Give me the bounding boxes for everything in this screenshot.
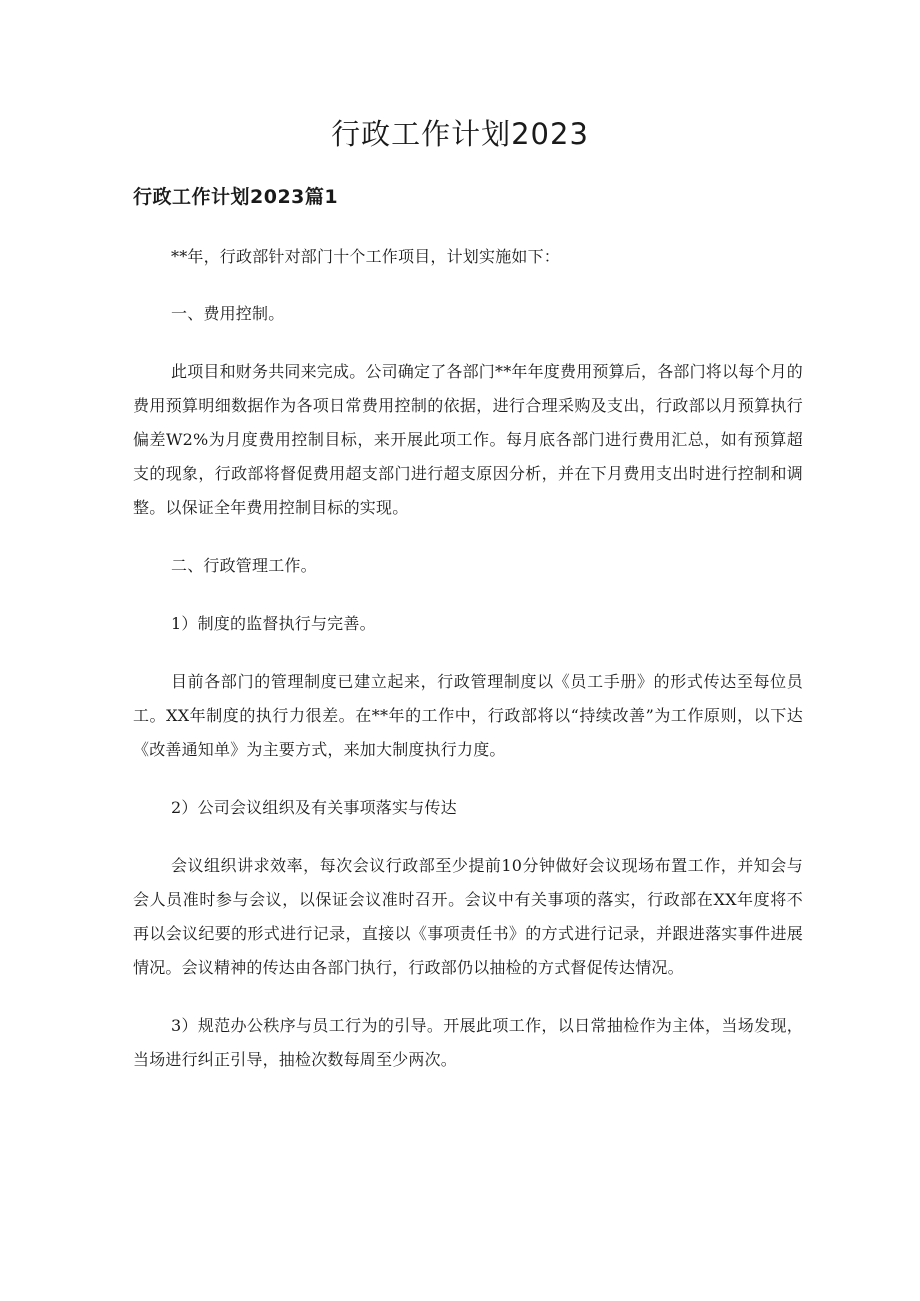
section-heading: 行政工作计划2023篇1 — [133, 186, 339, 208]
paragraph-system-supervision: 目前各部门的管理制度已建立起来，行政管理制度以《员工手册》的形式传达至每位员工。XX年制度的执行力很差。在**年的工作中，行政部将以“持续改善”为工作原则，以下达《改善通知单》为主要方式，来加大制度执行力度。 — [133, 672, 803, 759]
paragraph-heading-admin-management: 二、行政管理工作。 — [171, 556, 317, 575]
paragraph-cost-control: 此项目和财务共同来完成。公司确定了各部门**年年度费用预算后，各部门将以每个月的费用预算明细数据作为各项日常费用控制的依据，进行合理采购及支出，行政部以月预算执行偏差W2%为月度费用控制目标，来开展此项工作。每月底各部门进行费用汇总，如有预算超支的现象，行政部将督促费用超支部门进行超支原因分析，并在下月费用支出时进行控制和调整。以保证全年费用控制目标的实现。 — [133, 362, 804, 517]
paragraph-intro: **年，行政部针对部门十个工作项目，计划实施如下： — [171, 247, 561, 266]
document-body — [133, 240, 803, 1101]
paragraph-heading-system-supervision: 1）制度的监督执行与完善。 — [171, 614, 376, 633]
paragraph-heading-meetings: 2）公司会议组织及有关事项落实与传达 — [171, 798, 457, 817]
paragraph-office-order: 3）规范办公秩序与员工行为的引导。开展此项工作，以日常抽检作为主体，当场发现，当场进行纠正引导，抽检次数每周至少两次。 — [133, 1016, 803, 1069]
paragraph-meetings: 会议组织讲求效率，每次会议行政部至少提前10分钟做好会议现场布置工作，并知会与会人员准时参与会议，以保证会议准时召开。会议中有关事项的落实，行政部在XX年度将不再以会议纪要的形式进行记录，直接以《事项责任书》的方式进行记录，并跟进落实事件进展情况。会议精神的传达由各部门执行，行政部仍以抽检的方式督促传达情况。 — [133, 856, 803, 977]
paragraph-heading-cost-control: 一、费用控制。 — [171, 304, 285, 323]
document-title: 行政工作计划2023 — [331, 117, 589, 151]
